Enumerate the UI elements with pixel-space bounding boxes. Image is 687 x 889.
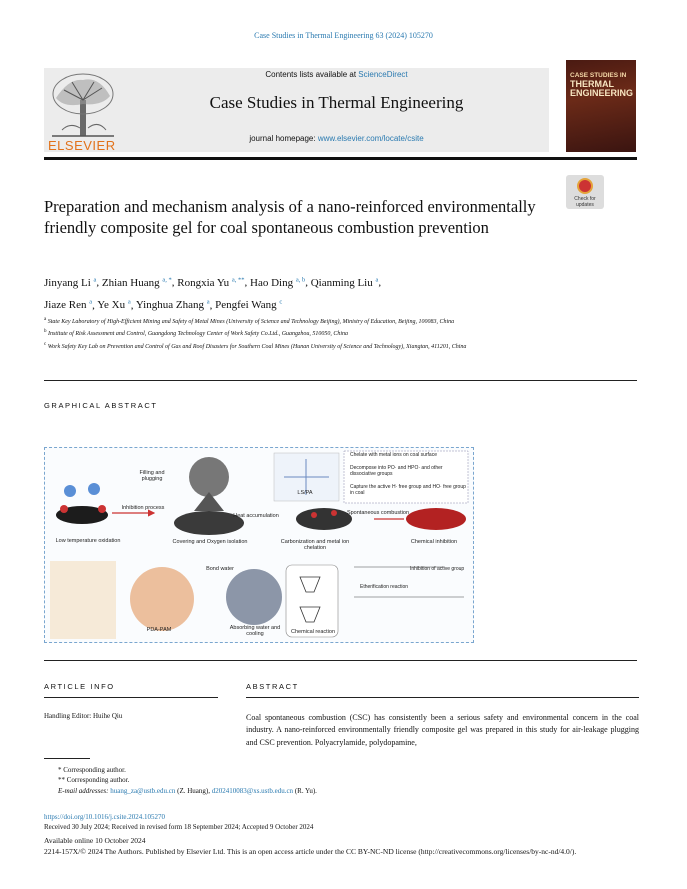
author[interactable]: Hao Ding $^{a, b}$ — [250, 276, 306, 289]
ga-label-chem-inhibition: Chemical inhibition — [410, 539, 458, 545]
journal-reference[interactable]: Case Studies in Thermal Engineering 63 (2024) 105270 — [254, 31, 433, 40]
ga-text-decompose: Decompose into PO· and HPO· and other dissociative groups — [350, 465, 443, 477]
header-rule — [44, 157, 637, 160]
author[interactable]: Pengfei Wang $^c$ — [215, 298, 283, 312]
ga-label-inhibition: Inhibition process — [121, 505, 165, 511]
email-link[interactable]: huang_za@ustb.edu.cn — [110, 787, 176, 795]
footnote-corresponding-1: * Corresponding author. — [58, 766, 126, 774]
ga-label-covering: Covering and Oxygen isolation — [172, 539, 248, 545]
author[interactable]: Qianming Liu $^a$ — [310, 276, 379, 289]
affiliation: $^a$ State Key Laboratory of High-Efficient Mining and Safety of Metal Mines (University of Science and Technology Beijing), Ministry of Education, Beijing, 100083, China — [44, 317, 455, 325]
footnote-corresponding-2: ** Corresponding author. — [58, 776, 130, 784]
article-title: Preparation and mechanism analysis of a nano-reinforced environmentally friendly composite gel for coal spontaneous combustion prevention — [44, 197, 536, 237]
email-link[interactable]: d202410083@xs.ustb.edu.cn — [211, 787, 294, 795]
elsevier-tree-logo — [44, 70, 122, 140]
divider — [44, 660, 637, 661]
ga-text-inhibition-active: Inhibition of active group — [410, 566, 465, 572]
publisher-name[interactable]: ELSEVIER — [48, 138, 116, 153]
author[interactable]: Zhian Huang $^{a, *}$ — [101, 276, 172, 289]
graphical-abstract-heading: GRAPHICAL ABSTRACT — [44, 401, 158, 410]
affiliation: $^c$ Work Safety Key Lab on Prevention and Control of Gas and Roof Disasters for Southern Coal Mines (Hunan University of Science and Technology), Xiangtan, 411201, China — [44, 341, 467, 350]
ga-text-chelate: Chelate with metal ions on coal surface — [350, 452, 437, 458]
ga-label-low-temp: Low temperature oxidation — [55, 538, 121, 544]
online-date: Available online 10 October 2024 — [44, 836, 146, 845]
cover-line1: CASE STUDIES IN — [570, 72, 627, 79]
homepage-line — [124, 134, 549, 143]
license-text[interactable]: 2214-157X/© 2024 The Authors. Published by Elsevier Ltd. This is an open access article under the CC BY-NC-ND license (http://creativecommons.org/licenses/by-nc-nd/4.0/). — [44, 847, 577, 856]
ga-label-filling: Filling and plugging — [139, 470, 165, 482]
check-updates-icon — [577, 178, 593, 194]
cover-line2: THERMAL ENGINEERING — [570, 79, 634, 98]
ga-label-bond-water: Bond water — [206, 566, 234, 572]
ga-text-etherification: Etherification reaction — [360, 584, 409, 590]
contents-line — [124, 70, 549, 79]
divider — [246, 697, 639, 698]
ga-label-carbonization: Carbonization and metal ion chelation — [280, 539, 350, 551]
author[interactable]: Jiaze Ren $^a$ — [44, 298, 93, 312]
footnote-rule — [44, 758, 90, 759]
abstract-body: Coal spontaneous combustion (CSC) has consistently been a serious safety and environmental concern in the coal industry. A nano-reinforced environmentally friendly composite gel was prepared in this study for air-leakage plugging and CSC prevention. Polyacrylamide, polydopamine, — [246, 713, 639, 747]
author-list: Jinyang Li $^a$, Zhian Huang $^{a, *}$, Rongxia Yu $^{a, **}$, Hao Ding $^{a, b}$, Qianming Liu $^a$, Jiaze Ren $^a$, Ye Xu $^a$, Yinghua Zhang $^a$, Pengfei Wang $^c$ — [44, 276, 382, 312]
check-updates-label: Check for updates — [574, 196, 596, 208]
divider — [44, 697, 218, 698]
author[interactable]: Ye Xu $^a$ — [97, 298, 131, 312]
homepage-link[interactable]: www.elsevier.com/locate/csite — [317, 134, 424, 143]
ga-text-capture: Capture the active H· free group and HO· free group in coal — [350, 484, 466, 496]
author[interactable]: Yinghua Zhang $^a$ — [135, 298, 210, 312]
ga-label-spontaneous: Spontaneous combustion — [346, 510, 410, 516]
journal-title[interactable]: Case Studies in Thermal Engineering — [209, 93, 464, 112]
author[interactable]: Rongxia Yu $^{a, **}$ — [177, 276, 245, 289]
ga-label-lspa: LS/PA — [297, 490, 313, 496]
sciencedirect-link[interactable]: ScienceDirect — [358, 70, 408, 79]
contents-prefix: Contents lists available at — [265, 70, 359, 79]
footnote-emails: E-mail addresses: huang_za@ustb.edu.cn (Z. Huang), d202410083@xs.ustb.edu.cn (R. Yu). — [58, 787, 317, 795]
homepage-prefix: journal homepage: — [249, 134, 318, 143]
divider — [44, 380, 637, 381]
doi-link[interactable]: https://doi.org/10.1016/j.csite.2024.105270 — [44, 813, 166, 821]
affiliations — [44, 315, 604, 352]
ga-label-pda-pam: PDA-PAM — [146, 627, 172, 633]
abstract-heading: ABSTRACT — [246, 682, 299, 691]
ga-label-heat: Heat accumulation — [233, 513, 279, 519]
ga-label-chem-reaction: Chemical reaction — [290, 629, 336, 635]
ga-label-absorbing: Absorbing water and cooling — [229, 625, 281, 637]
affiliation: $^b$ Institute of Risk Assessment and Control, Guangdong Technology Center of Work Safety Co.Ltd., Guangzhou, 510050, China — [44, 329, 349, 338]
received-dates: Received 30 July 2024; Received in revised form 18 September 2024; Accepted 9 October 2024 — [44, 823, 314, 831]
article-info-heading: ARTICLE INFO — [44, 682, 115, 691]
author[interactable]: Jinyang Li $^a$ — [44, 276, 97, 289]
handling-editor: Handling Editor: Huihe Qiu — [44, 712, 123, 720]
